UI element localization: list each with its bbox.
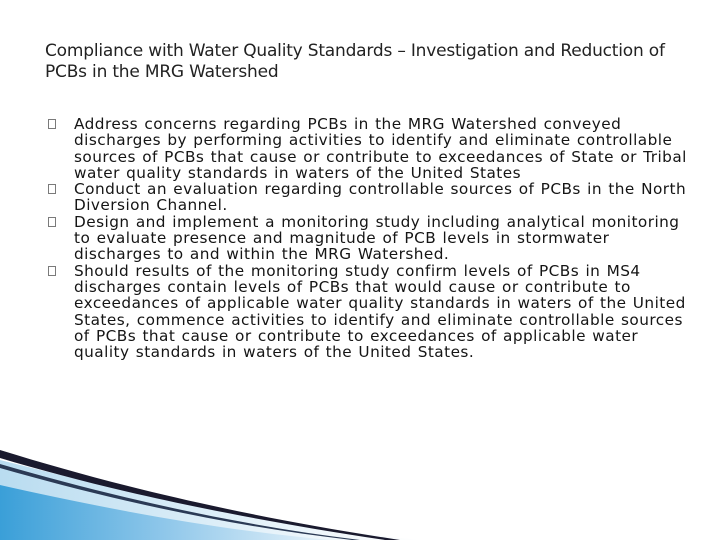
bullet-text: Address concerns regarding PCBs in the MRG Watershed conveyed discharges by performing activities to identify and eliminate controllable sources of PCBs that cause or contribute to exceedances of State or Tribal water quality standards in waters of the United States bbox=[74, 115, 687, 182]
bullet-text: Design and implement a monitoring study including analytical monitoring to evaluate presence and magnitude of PCB levels in stormwater discharges to and within the MRG Watershed. bbox=[74, 212, 680, 264]
bullet-text: Conduct an evaluation regarding controllable sources of PCBs in the North Diversion Channel. bbox=[74, 180, 687, 215]
bullet-item bbox=[44, 214, 694, 263]
slide-title: Compliance with Water Quality Standards – Investigation and Reduction of PCBs in the MRG Watershed bbox=[45, 41, 665, 82]
bullet-item bbox=[44, 263, 694, 361]
bullet-box-icon bbox=[48, 119, 56, 129]
bullet-item bbox=[44, 116, 694, 181]
bullet-box-icon bbox=[48, 266, 56, 276]
bullet-text: Should results of the monitoring study confirm levels of PCBs in MS4 discharges contain levels of PCBs that would cause or contribute to exceedances of applicable water quality standards in waters of the United States, commence activities to identify and eliminate controllable sources of PCBs that cause or contribute to exceedances of applicable water quality standards in waters of the United States. bbox=[74, 261, 686, 362]
corner-wave-decoration bbox=[0, 450, 720, 540]
bullet-box-icon bbox=[48, 217, 56, 227]
bullet-item bbox=[44, 181, 694, 214]
bullet-box-icon bbox=[48, 184, 56, 194]
bullet-list bbox=[44, 116, 694, 360]
